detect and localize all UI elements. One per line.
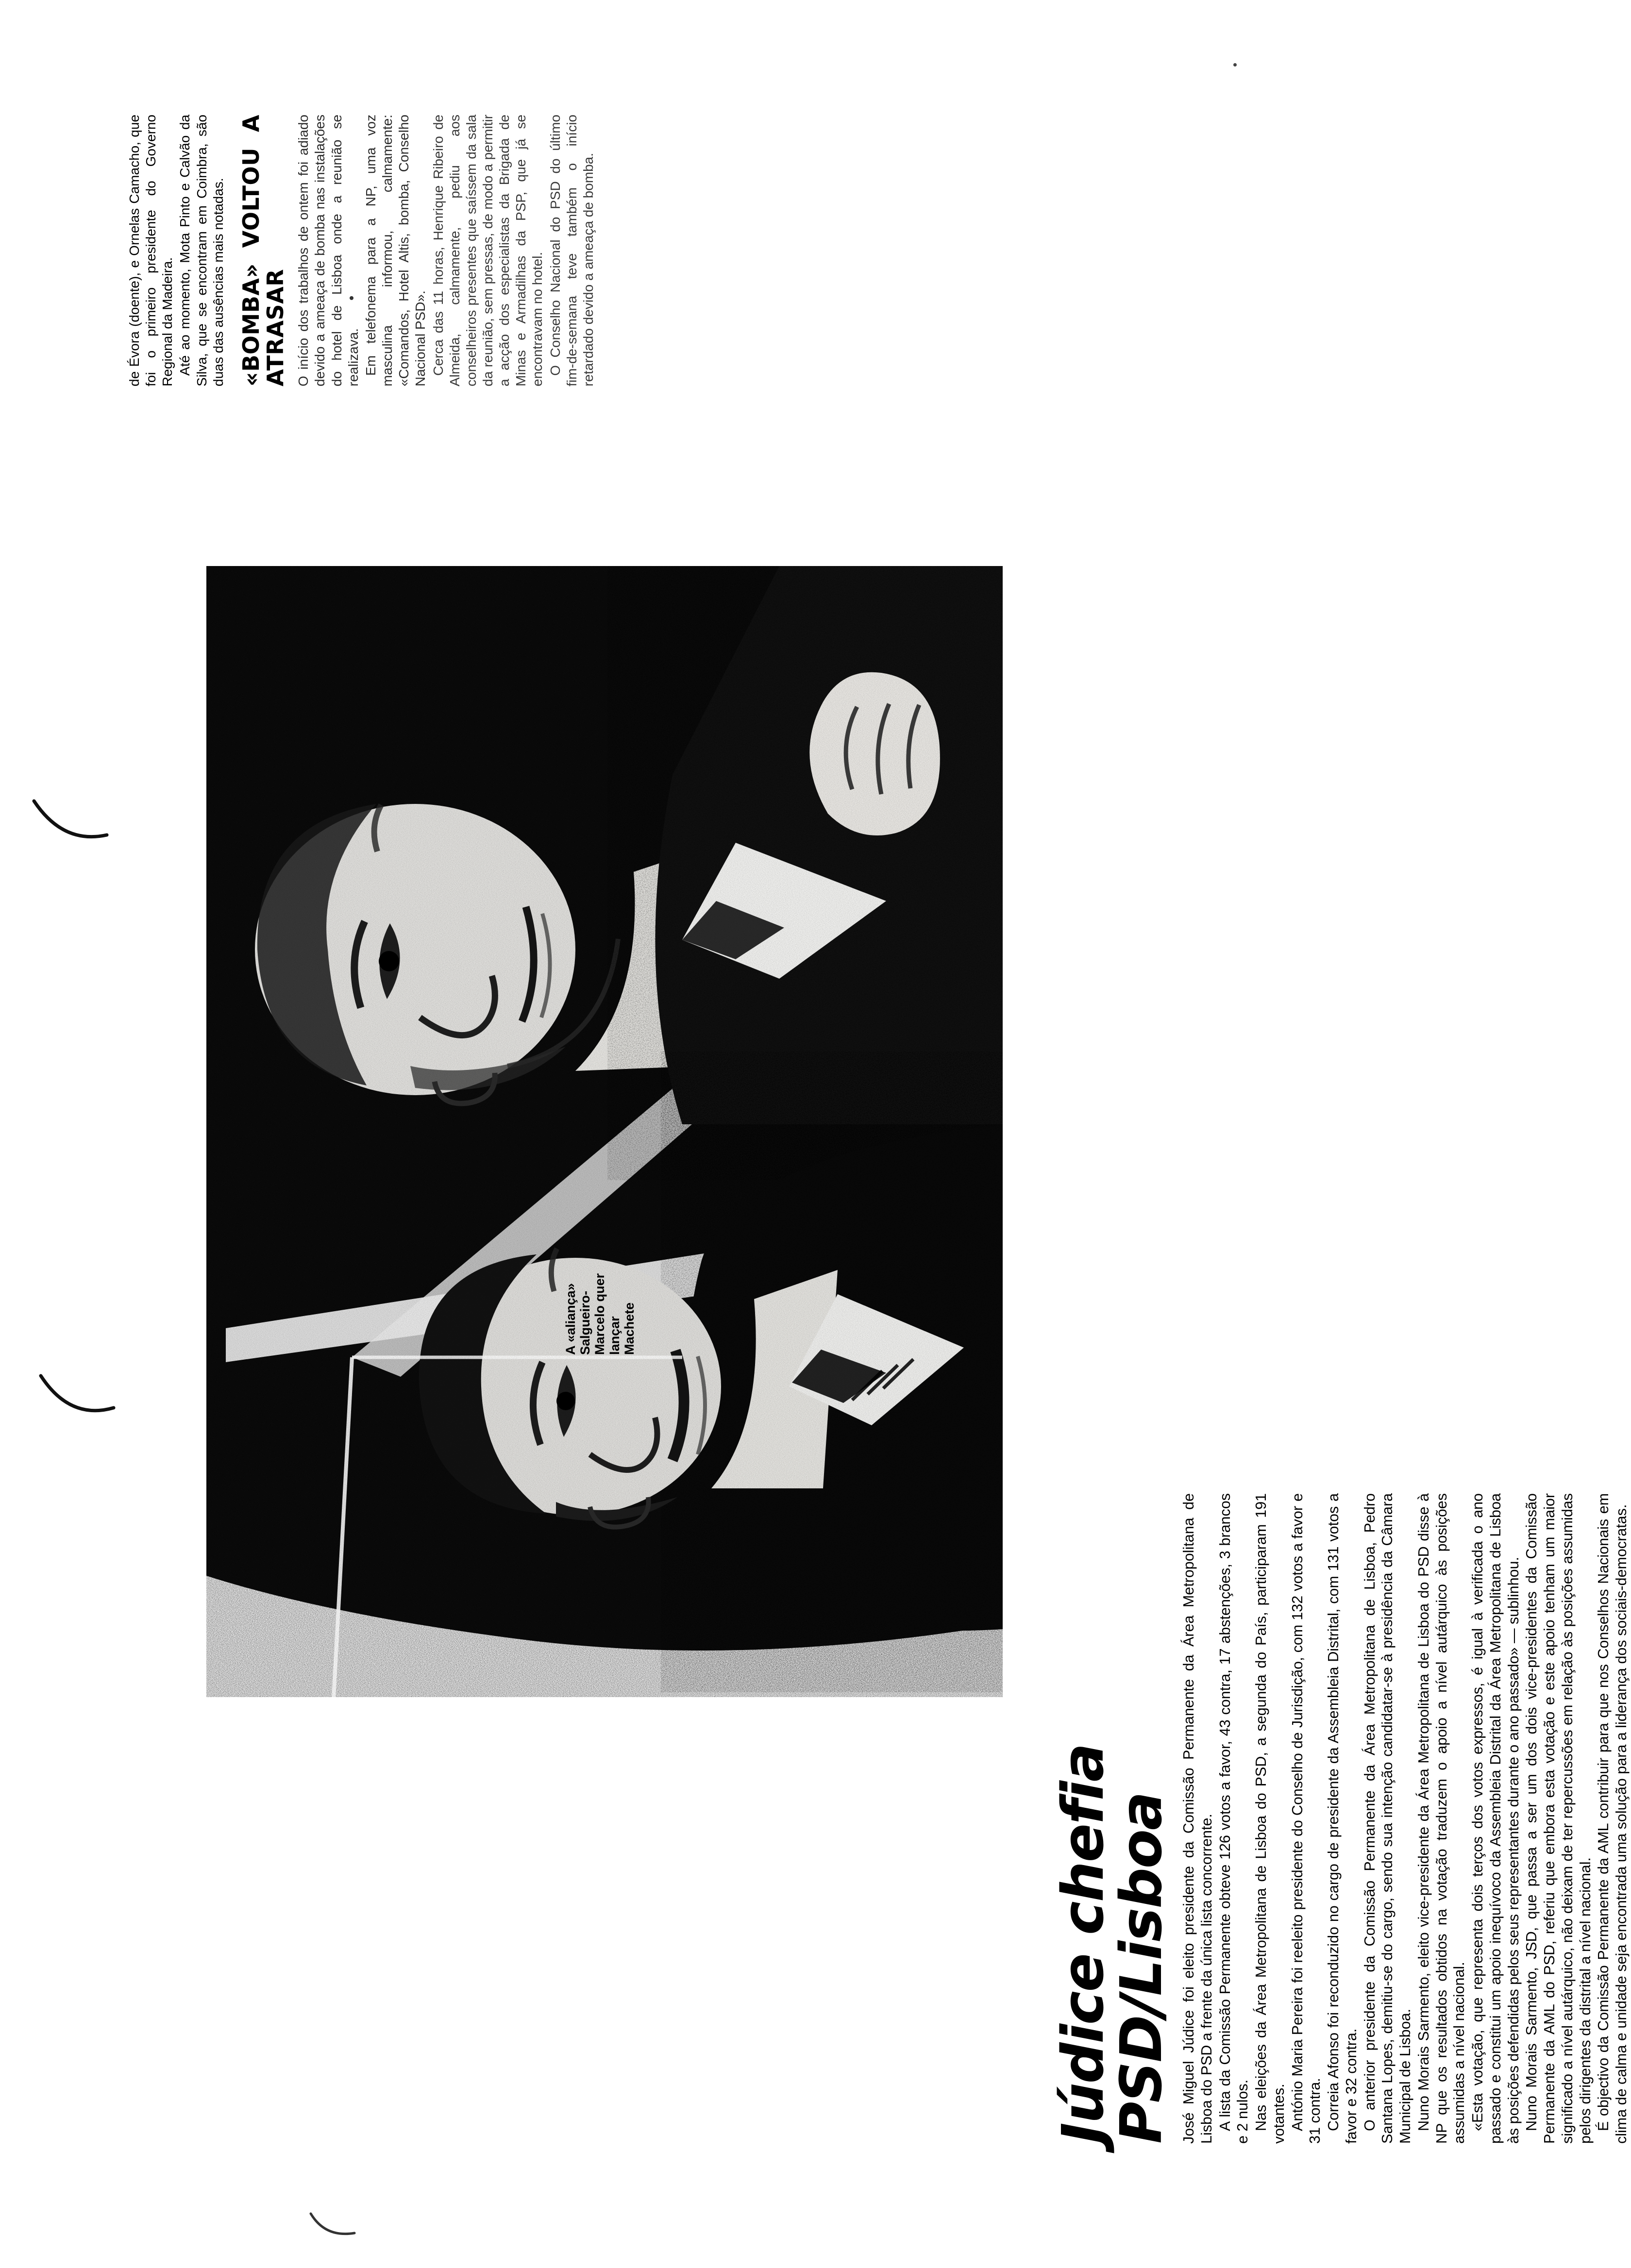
body-paragraph: Correia Afonso foi reconduzido no cargo de presidente da Assembleia Distrital, com 131 votos a favor e 32 contra. — [1325, 1493, 1360, 2144]
body-paragraph: António Maria Pereira foi reeleito presidente do Conselho de Jurisdição, com 132 votos a favor e 31 contra. — [1289, 1493, 1324, 2144]
photo-graphic — [206, 566, 1003, 1697]
scan-artifact — [34, 1369, 141, 1447]
photo-caption: A «aliança» Salgueiro-Marcelo quer lançar Machete — [563, 1273, 637, 1355]
continuation-paragraph: Em telefonema para a NP, uma voz masculina informou, calmamente: «Comandos, Hotel Altis, bomba, Conselho Nacional PSD». — [363, 115, 428, 386]
section-subheadline: «BOMBA» VOLTOU A ATRASAR — [237, 115, 288, 386]
body-paragraph: Nuno Morais Sarmento, eleito vice-presidente da Área Metropolitana de Lisboa do PSD disse à NP que os resultados obtidos na votação traduzem o apoio a nível autárquico às posições assumidas a nível nacional. — [1415, 1493, 1468, 2144]
continuation-paragraph: Até ao momento, Mota Pinto e Calvão da Silva, que se encontram em Coimbra, são duas das ausências mais notadas. — [177, 115, 226, 386]
scan-artifact — [29, 796, 136, 874]
headline-line-2: PSD/Lisboa — [1108, 1792, 1175, 2144]
body-paragraph: «Esta votação, que representa dois terços dos votos expressos, é igual à verificada o ano passado e constitui um apoio inequívoco da Assembleia Distrital da Área Metropolitana de Lisboa às posições defendidas pelos seus representantes durante o ano passado» — sublinhou. — [1469, 1493, 1522, 2144]
body-paragraph: Nuno Morais Sarmento, JSD, que passa a ser um dos dois vice-presidentes da Comissão Permanente da AML do PSD, referiu que embora esta votação e este apoio tenham um maior significado a nível autárquico, não deixam de ter repercussões em relação às posições assumidas pelos dirigentes da distrital a nível nacional. — [1523, 1493, 1594, 2144]
continuation-paragraph: Cerca das 11 horas, Henrique Ribeiro de Almeida, calmamente, pediu aos conselheiros presentes que saíssem da sala da reunião, sem pressas, de modo a permitir a acção dos especialistas da Brigada de Minas e Armadilhas da PSP, que já se encontravam no hotel. — [430, 115, 545, 386]
continuation-paragraph: O Conselho Nacional do PSD do último fim-de-semana teve também o início retardado devido a ameaça de bomba. — [547, 115, 596, 386]
body-paragraph: É objectivo da Comissão Permanente da AML contribuir para que nos Conselhos Nacionais em clima de calma e unidade seja encontrada uma solução para a liderança dos sociais-democratas. — [1595, 1493, 1630, 2144]
body-paragraph: O anterior presidente da Comissão Permanente da Área Metropolitana de Lisboa, Pedro Santana Lopes, demitiu-se do cargo, sendo sua intenção candidatar-se à presidência da Câmara Municipal de Lisboa. — [1361, 1493, 1413, 2144]
scan-speck — [350, 296, 353, 300]
newspaper-clipping — [68, 66, 1630, 2202]
page-title — [1049, 1503, 1175, 2144]
body-paragraph: A lista da Comissão Permanente obteve 126 votos a favor, 43 contra, 17 abstenções, 3 brancos e 2 nulos. — [1216, 1493, 1251, 2144]
body-paragraph: José Miguel Júdice foi eleito presidente da Comissão Permanente da Área Metropolitana de Lisboa do PSD a frente da única lista concorrente. — [1180, 1493, 1215, 2144]
continuation-paragraph: de Évora (doente), e Ornelas Camacho, que foi o primeiro presidente do Governo Regional da Madeira. — [127, 115, 175, 386]
continuation-column — [126, 115, 598, 386]
article-body — [1180, 1493, 1631, 2144]
scan-artifact — [306, 2204, 364, 2248]
article-headline — [1049, 1503, 1175, 2144]
body-paragraph: Nas eleições da Área Metropolitana de Lisboa do PSD, a segunda do País, participaram 191 votantes. — [1253, 1493, 1287, 2144]
article-photo — [206, 566, 1003, 1697]
headline-line-1: Júdice chefia — [1049, 1744, 1116, 2144]
scan-speck — [1233, 63, 1237, 67]
continuation-paragraph: O início dos trabalhos de ontem foi adiado devido a ameaça de bomba nas instalações do hotel de Lisboa onde a reunião se realizava. — [296, 115, 361, 386]
